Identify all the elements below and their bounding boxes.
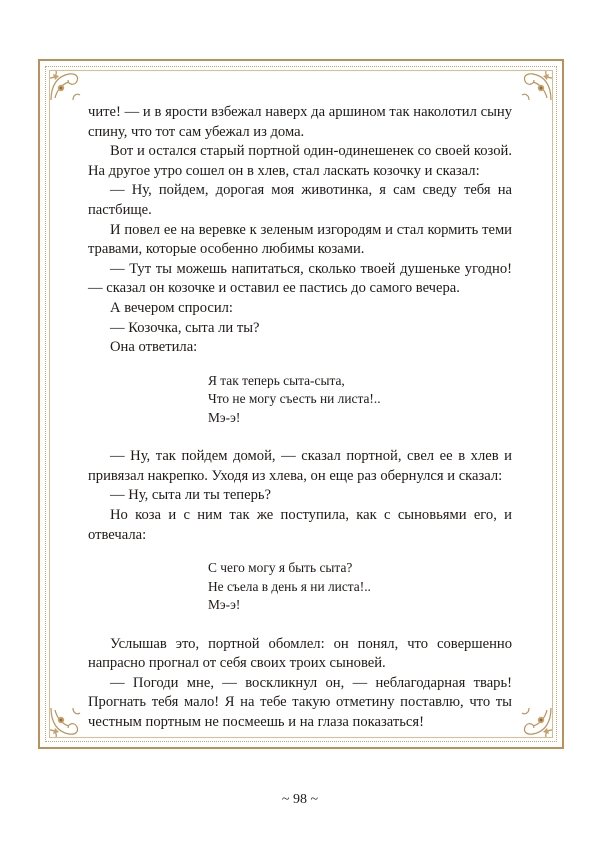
paragraph: Услышав это, портной обомлел: он понял, что совершенно напрасно прогнал от себя своих троих сыновей. xyxy=(88,635,512,672)
paragraph: — Ну, сыта ли ты теперь? xyxy=(110,487,272,504)
paragraph: Вот и остался старый портной один-одинешенек со своей козой. На другое утро сошел он в хлев, стал ласкать козочку и сказал: xyxy=(88,143,512,179)
paragraph: А вечером спросил: xyxy=(110,299,233,316)
poem-line: С чего могу я быть сыта? xyxy=(208,560,353,576)
floral-corner-icon xyxy=(47,704,83,740)
paragraph: — Тут ты можешь напитаться, сколько твоей душеньке угодно! — сказал он козочке и оставил ее пастись до самого вечера. xyxy=(88,260,512,297)
poem-line: Не съела в день я ни листа!.. xyxy=(208,578,371,594)
story-text xyxy=(88,103,512,733)
poem-line: Я так теперь сыта-сыта, xyxy=(208,372,345,388)
paragraph: — Погоди мне, — воскликнул он, — неблагодарная тварь! Прогнать тебя мало! Я на тебе такую отметину поставлю, что ты честным портным не посмеешь и на глаза показаться! xyxy=(88,674,512,731)
paragraph: — Ну, пойдем, дорогая моя животинка, я сам сведу тебя на пастбище. xyxy=(88,182,512,218)
paragraph: Она ответила: xyxy=(110,339,198,356)
poem-verse xyxy=(208,372,512,428)
page-number: ~ 98 ~ xyxy=(281,792,319,807)
paragraph: чите! — и в ярости взбежал наверх да аршином так наколотил сыну спину, что тот сам убежал из дома. xyxy=(88,104,512,140)
poem-line: Мэ-э! xyxy=(208,409,241,425)
floral-corner-icon xyxy=(519,704,555,740)
paragraph: — Ну, так пойдем домой, — сказал портной, свел ее в хлев и привязал накрепко. Уходя из хлева, он еще раз обернулся и сказал: xyxy=(88,448,512,484)
poem-line: Мэ-э! xyxy=(208,597,241,613)
paragraph: — Козочка, сыта ли ты? xyxy=(110,319,260,336)
poem-line: Что не могу съесть ни листа!.. xyxy=(208,391,381,407)
poem-verse xyxy=(208,559,512,615)
floral-corner-icon xyxy=(519,68,555,104)
paragraph: Но коза и с ним так же поступила, как с сыновьями его, и отвечала: xyxy=(88,507,512,543)
floral-corner-icon xyxy=(47,68,83,104)
paragraph: И повел ее на веревке к зеленым изгородям и стал кормить теми травами, которые особенно любимы козами. xyxy=(88,221,512,258)
